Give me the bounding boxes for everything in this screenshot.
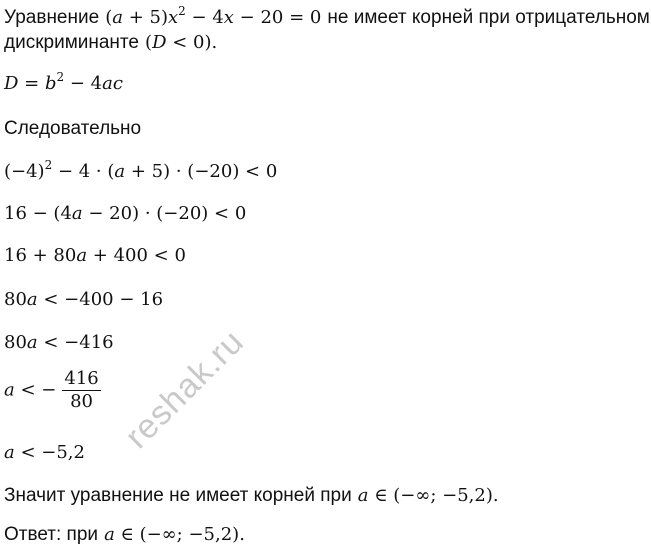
statement-suffix: не имеет корней при отрицательном	[327, 7, 650, 28]
therefore-text: Следовательно	[4, 118, 142, 139]
answer-text: Ответ: при	[4, 524, 99, 545]
line-step-4: 80a < −400 − 16	[4, 289, 164, 310]
statement-prefix: Уравнение	[4, 7, 100, 28]
line-step-5: 80a < −416	[4, 332, 114, 353]
line-condition	[4, 31, 217, 54]
line-discriminant-formula: $D = b^2 - 4ac$	[4, 70, 123, 94]
line-conclusion: Значит уравнение не имеет корней при a ∈ (−∞; −5,2).	[4, 485, 499, 506]
line-step-1: $(-4)^2 - 4 \cdot (a + 5) \cdot (-20) < 0$	[4, 158, 278, 182]
condition-text: дискриминанте	[4, 32, 139, 53]
line-therefore	[4, 117, 141, 140]
fraction-416-80: $\frac{416}{80}$	[64, 368, 99, 412]
reshak-watermark: reshak.ru	[117, 322, 252, 456]
condition-expression: (D < 0).	[145, 32, 218, 53]
line-step-6: a < − $\frac{416}{80}$	[4, 368, 99, 412]
line-step-2: 16 − (4a − 20) · (−20) < 0	[4, 203, 247, 224]
line-answer: Ответ: при a ∈ (−∞; −5,2).	[4, 524, 245, 545]
line-step-7: a < −5,2	[4, 442, 85, 463]
line-step-3: 16 + 80a + 400 < 0	[4, 245, 186, 266]
equation-expression: $(a + 5)x^2 - 4x - 20 = 0$	[105, 4, 322, 28]
conclusion-text: Значит уравнение не имеет корней при	[4, 485, 352, 506]
line-equation-statement	[4, 6, 650, 29]
